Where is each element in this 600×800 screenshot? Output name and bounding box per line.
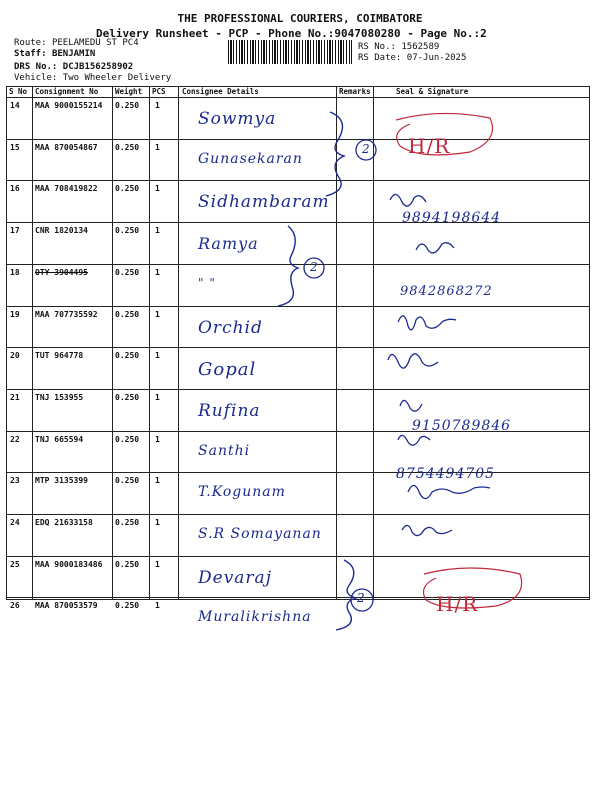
row-sno: 19	[10, 310, 20, 319]
col-head-consignment: Consignment No	[35, 87, 99, 96]
drs-value: DCJB156258902	[62, 62, 134, 72]
row-weight: 0.250	[115, 101, 140, 110]
row-pcs: 1	[155, 101, 160, 110]
col-head-weight: Weight	[115, 87, 143, 96]
row-pcs: 1	[155, 476, 160, 485]
row-sno: 24	[10, 518, 20, 527]
row-consignee-handwriting: Muralikrishna	[198, 609, 312, 625]
remark-number: 2	[357, 591, 366, 605]
signature-scribble	[398, 316, 456, 330]
circle-mark	[356, 140, 376, 160]
row-sno: 23	[10, 476, 20, 485]
row-sno: 18	[10, 268, 20, 277]
row-sno: 20	[10, 351, 20, 360]
col-head-signature: Seal & Signature	[396, 87, 469, 96]
row-consignment: TNJ 665594	[35, 435, 84, 444]
row-consignee-handwriting: Santhi	[198, 443, 251, 459]
row-pcs: 1	[155, 310, 160, 319]
row-consignment: MAA 707735592	[35, 310, 98, 319]
row-consignee-handwriting: " "	[198, 276, 216, 290]
row-signature: 9894198644	[402, 210, 502, 226]
route-value: PEELAMEDU ST PC4	[51, 38, 139, 48]
row-consignee-handwriting: Gunasekaran	[198, 151, 303, 167]
col-head-sno: S No	[9, 87, 28, 96]
row-consignment: MAA 708419822	[35, 184, 98, 193]
row-pcs: 1	[155, 351, 160, 360]
row-consignee-handwriting: Gopal	[198, 359, 257, 380]
rs-no-line: RS No.: 1562589	[358, 42, 440, 52]
row-weight: 0.250	[115, 268, 140, 277]
row-consignment: TUT 964778	[35, 351, 84, 360]
row-consignment: MAA 9000155214	[35, 101, 103, 110]
runsheet-subtitle: Delivery Runsheet - PCP - Phone No.:9047080280 - Page No.:2	[96, 27, 487, 40]
row-pcs: 1	[155, 393, 160, 402]
row-pcs: 1	[155, 143, 160, 152]
row-consignee-handwriting: Rufina	[198, 401, 261, 421]
vehicle-value: Two Wheeler Delivery	[62, 73, 172, 83]
row-weight: 0.250	[115, 476, 140, 485]
staff-value: BENJAMIN	[51, 49, 96, 59]
row-weight: 0.250	[115, 184, 140, 193]
row-weight: 0.250	[115, 518, 140, 527]
row-consignment: MAA 870054867	[35, 143, 98, 152]
company-title: THE PROFESSIONAL COURIERS, COIMBATORE	[177, 12, 423, 25]
row-consignee-handwriting: Sowmya	[198, 109, 277, 129]
row-sno: 15	[10, 143, 20, 152]
row-consignee-handwriting: Ramya	[198, 234, 259, 253]
signature-scribble	[400, 400, 422, 411]
signature-scribble	[390, 194, 426, 206]
brace-mark	[326, 112, 344, 196]
row-consignment: OTY 3904495	[35, 268, 88, 277]
row-signature: H/R	[408, 134, 451, 158]
signature-scribble	[388, 354, 438, 368]
route-line: Route: PEELAMEDU ST PC4	[14, 38, 139, 48]
signature-scribble	[408, 485, 490, 498]
row-pcs: 1	[155, 518, 160, 527]
row-weight: 0.250	[115, 310, 140, 319]
row-weight: 0.250	[115, 143, 140, 152]
row-consignee-handwriting: S.R Somayanan	[198, 526, 322, 542]
col-head-pcs: PCS	[152, 87, 166, 96]
row-consignment: CNR 1820134	[35, 226, 88, 235]
row-weight: 0.250	[115, 435, 140, 444]
row-consignment: EDQ 21633158	[35, 518, 93, 527]
rs-no-value: 1562589	[401, 42, 440, 52]
row-weight: 0.250	[115, 351, 140, 360]
row-consignment: MAA 870053579	[35, 601, 98, 610]
circle-mark	[304, 258, 324, 278]
circle-mark	[351, 589, 373, 611]
rs-date-value: 07-Jun-2025	[406, 53, 467, 63]
row-pcs: 1	[155, 268, 160, 277]
row-weight: 0.250	[115, 601, 140, 610]
row-sno: 26	[10, 601, 20, 610]
rs-date-line: RS Date: 07-Jun-2025	[358, 53, 467, 63]
row-weight: 0.250	[115, 560, 140, 569]
row-consignee-handwriting: Orchid	[198, 318, 263, 338]
row-signature: H/R	[436, 592, 479, 616]
remark-number: 2	[362, 142, 371, 156]
drs-line: DRS No.: DCJB156258902	[14, 62, 134, 72]
row-sno: 22	[10, 435, 20, 444]
row-pcs: 1	[155, 601, 160, 610]
row-signature: 8754494705	[396, 466, 496, 482]
row-signature: 9150789846	[412, 418, 512, 434]
col-head-remarks: Remarks	[339, 87, 371, 96]
row-consignee-handwriting: Devaraj	[198, 568, 272, 588]
signature-scribble	[398, 435, 430, 445]
row-weight: 0.250	[115, 226, 140, 235]
row-signature: 9842868272	[400, 284, 493, 299]
row-consignee-handwriting: T.Kogunam	[198, 484, 286, 500]
red-circle-mark	[424, 568, 522, 608]
col-head-consignee: Consignee Details	[182, 87, 259, 96]
row-pcs: 1	[155, 560, 160, 569]
row-consignee-handwriting: Sidhambaram	[198, 192, 330, 212]
signature-scribble	[416, 243, 454, 253]
row-sno: 17	[10, 226, 20, 235]
row-pcs: 1	[155, 184, 160, 193]
row-consignment: MTP 3135399	[35, 476, 88, 485]
remark-number: 2	[310, 260, 319, 274]
row-sno: 25	[10, 560, 20, 569]
row-pcs: 1	[155, 435, 160, 444]
row-sno: 14	[10, 101, 20, 110]
vehicle-line: Vehicle: Two Wheeler Delivery	[14, 73, 172, 83]
brace-mark	[278, 226, 298, 306]
row-sno: 16	[10, 184, 20, 193]
red-circle-mark	[396, 113, 493, 154]
row-weight: 0.250	[115, 393, 140, 402]
staff-line: Staff: BENJAMIN	[14, 49, 96, 59]
row-sno: 21	[10, 393, 20, 402]
row-pcs: 1	[155, 226, 160, 235]
brace-mark	[336, 560, 356, 630]
signature-scribble	[402, 525, 452, 535]
row-consignment: TNJ 153955	[35, 393, 84, 402]
row-consignment: MAA 9000183486	[35, 560, 103, 569]
